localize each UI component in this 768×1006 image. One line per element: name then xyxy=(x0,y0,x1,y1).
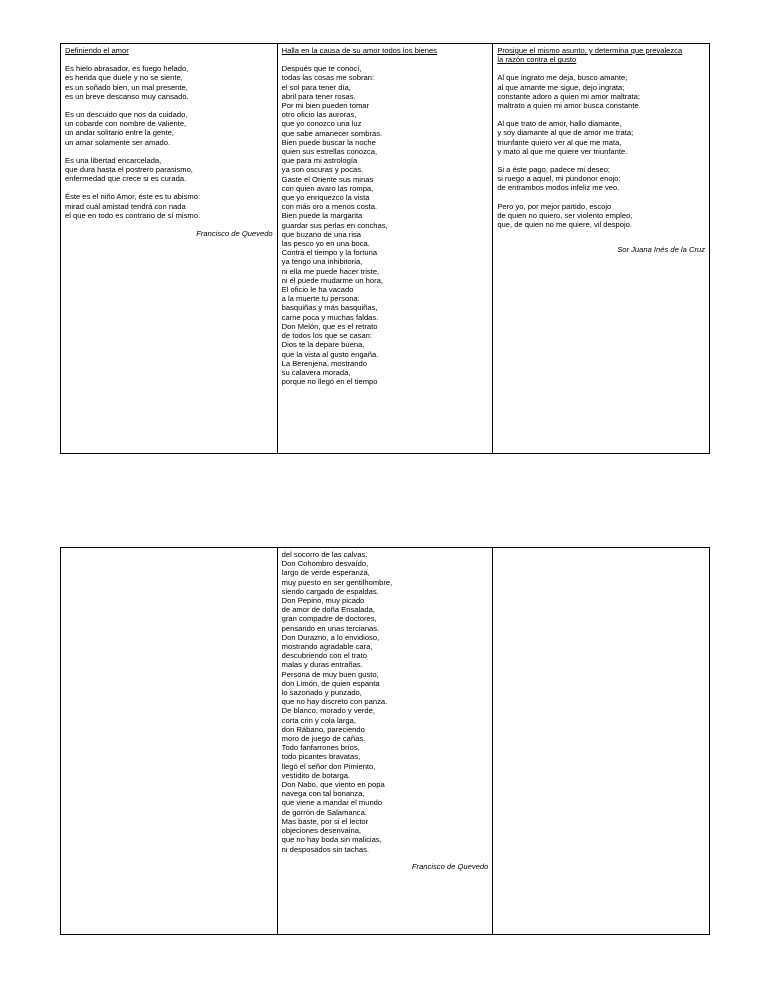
verse-line: con más oro a menos costa. xyxy=(281,202,378,212)
verse-line: un amar solamente ser amado. xyxy=(65,137,171,147)
verse-line: que buzano de una risa xyxy=(281,229,362,239)
poem-body xyxy=(497,73,705,229)
verse-line: el sol para tener día, xyxy=(281,82,351,92)
verse-line: que, de quien no me quiere, vil despojo. xyxy=(497,220,632,230)
verse-line: ni él puede mudarme un hora, xyxy=(281,275,383,285)
poem-cell-quevedo-definiendo xyxy=(61,44,278,454)
poem-title-line: la razón contra el gusto xyxy=(497,55,577,65)
poem-title: Definiendo el amor xyxy=(65,46,129,55)
poem-author: Sor Juana Inés de la Cruz xyxy=(617,245,705,255)
verse-line: que no hay discreto con panza. xyxy=(281,697,388,707)
verse-line: ya son oscuras y pocas. xyxy=(281,165,364,175)
verse-line: quien sus estrellas conozca, xyxy=(281,147,378,157)
verse-line: Mas baste, por si el lector xyxy=(281,816,369,826)
verse-line: maltrato a quien mi amor busca constante. xyxy=(497,101,641,111)
verse-line: que viene a mandar el mundo xyxy=(281,798,383,808)
verse-line: Todo fanfarrones bríos, xyxy=(281,743,360,753)
verse-line: descubriendo con el trato xyxy=(281,651,367,661)
poem-body xyxy=(282,550,489,854)
verse-line: Contra el tiempo y la fortuna xyxy=(281,248,378,258)
verse-line: si ruego a aquel, mi pundonor enojo: xyxy=(497,174,621,184)
verse-line: Después que te conocí, xyxy=(281,64,362,74)
poem-cell-sor-juana xyxy=(493,44,710,454)
verse-line: largo de verde esperanza, xyxy=(281,568,370,578)
verse-line: Si a éste pago, padece mi deseo; xyxy=(497,165,611,175)
poem-author: Francisco de Quevedo xyxy=(196,229,273,239)
verse-line: triunfante quiero ver al que me mata, xyxy=(497,137,622,147)
verse-line: con quien avaro las rompa, xyxy=(281,183,374,193)
verse-line: que la vista al gusto engaña. xyxy=(281,349,379,359)
verse-line: Éste es el niño Amor, éste es tu abismo: xyxy=(65,192,201,202)
poems-table-page-1 xyxy=(60,43,710,454)
verse-line: mirad cuál amistad tendrá con nada xyxy=(65,201,186,211)
verse-line: que yo enriquezco la vista xyxy=(281,193,370,203)
verse-line: La Berenjena, mostrando xyxy=(281,358,367,368)
verse-line: que sabe amanecer sombras. xyxy=(281,128,383,138)
verse-line: vestidito de botarga. xyxy=(281,770,351,780)
verse-line: moro de juego de cañas. xyxy=(281,734,366,744)
stanza xyxy=(497,119,705,156)
verse-line: malas y duras entrañas. xyxy=(281,660,363,670)
stanza xyxy=(65,110,273,147)
poem-body xyxy=(65,64,273,220)
stanza xyxy=(497,165,705,193)
verse-line: Al que ingrato me deja, busco amante; xyxy=(497,73,628,83)
poem-author: Francisco de Quevedo xyxy=(411,861,489,871)
verse-line: carne poca y muchas faldas. xyxy=(281,312,379,322)
verse-line: gran compadre de doctores, xyxy=(281,614,377,624)
verse-line: a la muerte tu persona: xyxy=(281,294,360,304)
verse-line: todo picantes bravatas, xyxy=(281,752,361,762)
verse-line: don Limón, de quien espanta xyxy=(281,678,380,688)
verse-line: de todos los que se casan: xyxy=(281,331,372,341)
empty-cell-left xyxy=(61,548,278,935)
stanza xyxy=(65,64,273,101)
verse-line: un andar solitario entre la gente, xyxy=(65,128,174,138)
verse-line: de gorrón de Salamanca. xyxy=(281,807,367,817)
verse-line: del socorro de las calvas. xyxy=(281,550,368,559)
verse-line: Es hielo abrasador, es fuego helado, xyxy=(65,64,189,74)
verse-line: Pero yo, por mejor partido, escojo xyxy=(497,201,612,211)
verse-line: ya tengo una inhibitoria, xyxy=(281,257,363,267)
verse-line: enfermedad que crece si es curada. xyxy=(65,174,187,184)
verse-line: constante adoro a quien mi amor maltrata; xyxy=(497,91,640,101)
verse-line: que yo conozco una luz xyxy=(281,119,362,129)
verse-line: que no hay boda sin malicias, xyxy=(281,835,382,845)
verse-line: Gaste el Oriente sus minas xyxy=(281,174,374,184)
verse-line: es herida que duele y no se siente, xyxy=(65,73,183,83)
verse-line: Don Melón, que es el retrato xyxy=(281,321,378,331)
stanza xyxy=(497,73,705,110)
verse-line: De blanco, morado y verde, xyxy=(281,706,375,716)
verse-line: lo sazonado y punzado, xyxy=(281,688,362,698)
poem-cell-halla-en-la-causa-continued xyxy=(277,548,493,935)
verse-line: de quien no quiero, ser violento empleo, xyxy=(497,210,633,220)
verse-line: porque no llegó en el tiempo xyxy=(281,377,378,387)
poem-title: Halla en la causa de su amor todos los bienes xyxy=(281,46,437,55)
stanza xyxy=(497,202,705,230)
verse-line: Bien puede la margarita xyxy=(281,211,363,221)
verse-line: es un breve descanso muy cansado. xyxy=(65,91,189,101)
verse-line: mostrando agradable cara, xyxy=(281,642,373,652)
poem-body xyxy=(282,64,489,386)
poem-title-line: Prosigue el mismo asunto, y determina que prevalezca xyxy=(497,46,683,55)
verse-line: ni ella me puede hacer triste, xyxy=(281,266,380,276)
verse-line: Bien puede buscar la noche xyxy=(281,137,376,147)
verse-line: corta crin y cola larga, xyxy=(281,715,356,725)
verse-line: Don Pepino, muy picado xyxy=(281,596,365,606)
verse-line: y mato al que me quiere ver triunfante. xyxy=(497,146,628,156)
verse-line: Al que trato de amor, hallo diamante, xyxy=(497,119,622,129)
stanza xyxy=(65,192,273,220)
poems-table-page-2 xyxy=(60,547,710,935)
poem-cell-halla-en-la-causa xyxy=(277,44,493,454)
verse-line: llegó el señor don Pimiento, xyxy=(281,761,376,771)
verse-line: todas las cosas me sobran: xyxy=(281,73,375,83)
verse-line: es un soñado bien, un mal presente, xyxy=(65,82,188,92)
verse-line: El oficio le ha vacado xyxy=(281,285,354,295)
verse-line: Es un descuido que nos da cuidado, xyxy=(65,110,188,120)
verse-line: pensando en unas tercianas. xyxy=(281,623,380,633)
verse-line: su calavera morada, xyxy=(281,367,351,377)
verse-line: de entrambos modos infeliz me veo. xyxy=(497,183,620,193)
verse-line: el que en todo es contrario de sí mismo. xyxy=(65,210,201,220)
verse-line: Don Durazno, a lo envidioso, xyxy=(281,632,380,642)
verse-line: Dios te la depare buena, xyxy=(281,340,365,350)
verse-line: las pesco yo en una boca. xyxy=(281,239,370,249)
verse-line: muy puesto en ser gentilhombre, xyxy=(281,577,393,587)
verse-line: Persona de muy buen gusto, xyxy=(281,669,379,679)
verse-line: Es una libertad encarcelada, xyxy=(65,155,162,165)
empty-cell-right xyxy=(493,548,710,935)
verse-line: basquiñas y más basquiñas, xyxy=(281,303,378,313)
verse-line: Don Cohombro desvaído, xyxy=(281,559,369,569)
verse-line: ni desposados sin tachas. xyxy=(281,844,370,854)
verse-line: Don Nabo, que viento en popa xyxy=(281,780,385,790)
verse-line: y soy diamante al que de amor me trata; xyxy=(497,128,634,138)
stanza xyxy=(65,156,273,184)
verse-line: siendo cargado de espaldas. xyxy=(281,586,379,596)
verse-line: objeciones desenvaina, xyxy=(281,826,362,836)
verse-line: que dura hasta el postrero parasismo, xyxy=(65,165,193,175)
verse-line: de amor de doña Ensalada, xyxy=(281,605,375,615)
verse-line: un cobarde con nombre de valiente, xyxy=(65,119,187,129)
verse-line: navega con tal bonanza, xyxy=(281,789,365,799)
verse-line: don Rábano, pareciendo xyxy=(281,724,365,734)
poem-title xyxy=(497,46,705,64)
verse-line: guardar sus perlas en conchas, xyxy=(281,220,388,230)
verse-line: que para mi astrología xyxy=(281,156,358,166)
verse-line: al que amante me sigue, dejo ingrata; xyxy=(497,82,625,92)
verse-line: otro oficio las auroras, xyxy=(281,110,357,120)
verse-line: abril para tener rosas. xyxy=(281,91,356,101)
verse-line: Por mi bien pueden tomar xyxy=(281,101,370,111)
